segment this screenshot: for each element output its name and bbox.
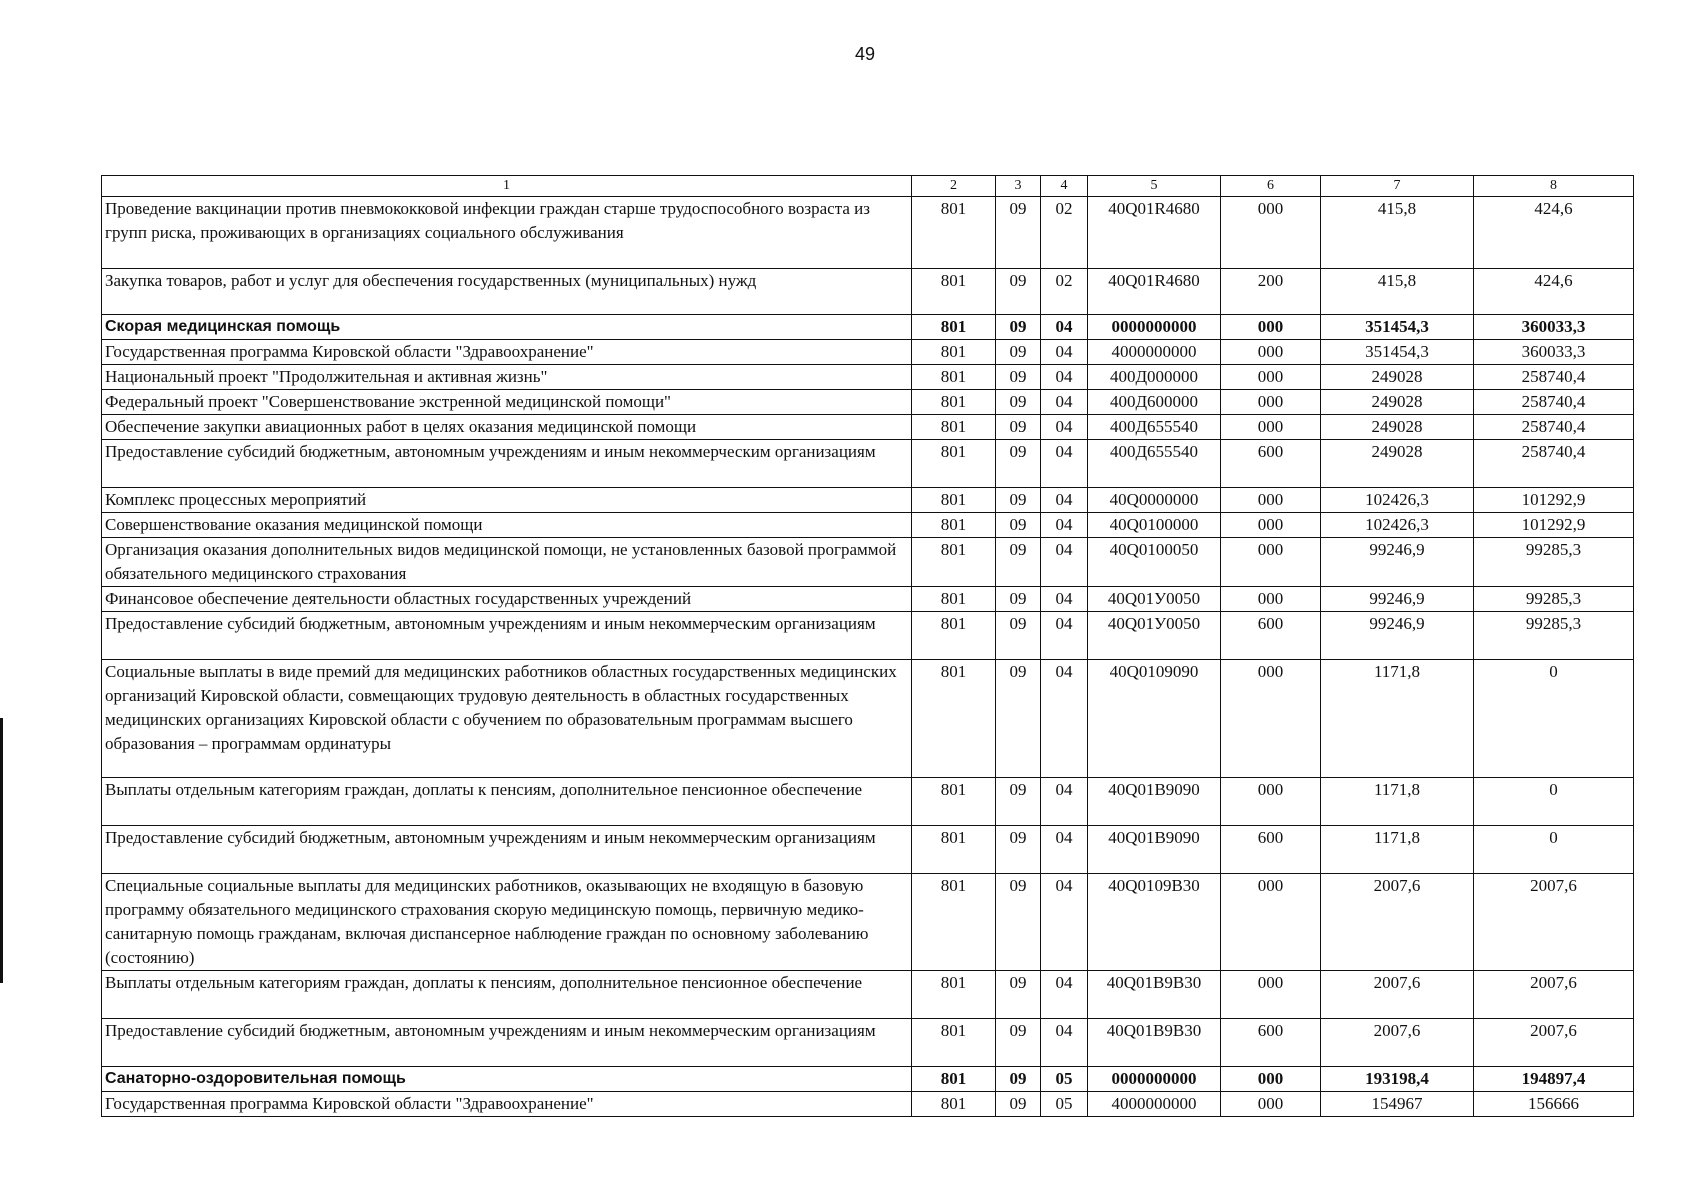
table-row xyxy=(102,612,1634,660)
row-col-5-cell: 40Q01У0050 xyxy=(1088,587,1221,612)
row-col-2-cell: 801 xyxy=(912,971,996,1019)
row-col-5-cell: 40Q01B9090 xyxy=(1088,826,1221,874)
row-col-2-cell: 801 xyxy=(912,1067,996,1092)
row-col-5-cell: 400Д655540 xyxy=(1088,440,1221,488)
row-col-3-cell: 09 xyxy=(996,365,1041,390)
row-name-cell: Организация оказания дополнительных видов медицинской помощи, не установленных базовой программой обязательного медицинского страхования xyxy=(102,538,912,587)
row-col-4-cell: 04 xyxy=(1041,390,1088,415)
row-col-8-cell: 99285,3 xyxy=(1474,612,1634,660)
row-col-3-cell: 09 xyxy=(996,1019,1041,1067)
row-col-4-cell: 04 xyxy=(1041,315,1088,340)
row-col-6-cell: 000 xyxy=(1221,340,1321,365)
row-col-8-cell: 424,6 xyxy=(1474,197,1634,269)
row-col-7-cell: 415,8 xyxy=(1321,269,1474,315)
row-col-2-cell: 801 xyxy=(912,660,996,778)
table-row xyxy=(102,340,1634,365)
row-name-cell: Финансовое обеспечение деятельности областных государственных учреждений xyxy=(102,587,912,612)
table-body xyxy=(102,197,1634,1117)
row-col-7-cell: 99246,9 xyxy=(1321,538,1474,587)
table-header xyxy=(102,176,1634,197)
row-name-cell: Совершенствование оказания медицинской помощи xyxy=(102,513,912,538)
row-col-6-cell: 000 xyxy=(1221,660,1321,778)
row-col-3-cell: 09 xyxy=(996,612,1041,660)
table-row xyxy=(102,440,1634,488)
row-col-8-cell: 194897,4 xyxy=(1474,1067,1634,1092)
row-col-8-cell: 258740,4 xyxy=(1474,390,1634,415)
table-row xyxy=(102,513,1634,538)
row-name-cell: Социальные выплаты в виде премий для медицинских работников областных государственных медицинских организаций Кировской области, совмещающих трудовую деятельность в областных государственных медицинских организациях Кировской области с обучением по образовательным программам высшего образования – программам ординатуры xyxy=(102,660,912,778)
row-col-6-cell: 000 xyxy=(1221,587,1321,612)
row-name-cell: Предоставление субсидий бюджетным, автономным учреждениям и иным некоммерческим организациям xyxy=(102,440,912,488)
row-col-3-cell: 09 xyxy=(996,1067,1041,1092)
row-col-8-cell: 101292,9 xyxy=(1474,513,1634,538)
row-col-8-cell: 258740,4 xyxy=(1474,415,1634,440)
row-col-6-cell: 600 xyxy=(1221,612,1321,660)
table-row xyxy=(102,826,1634,874)
row-col-6-cell: 000 xyxy=(1221,971,1321,1019)
row-col-8-cell: 2007,6 xyxy=(1474,971,1634,1019)
row-col-3-cell: 09 xyxy=(996,440,1041,488)
header-col-4: 4 xyxy=(1041,176,1088,197)
header-col-7: 7 xyxy=(1321,176,1474,197)
row-col-6-cell: 000 xyxy=(1221,415,1321,440)
row-col-3-cell: 09 xyxy=(996,488,1041,513)
table-row xyxy=(102,365,1634,390)
row-name-cell: Специальные социальные выплаты для медицинских работников, оказывающих не входящую в базовую программу обязательного медицинского страхования скорую медицинскую помощь, первичную медико-санитарную помощь гражданам, включая диспансерное наблюдение граждан по основному заболеванию (состоянию) xyxy=(102,874,912,971)
row-col-5-cell: 40Q0100050 xyxy=(1088,538,1221,587)
row-col-5-cell: 4000000000 xyxy=(1088,1092,1221,1117)
header-row xyxy=(102,176,1634,197)
row-col-4-cell: 02 xyxy=(1041,197,1088,269)
header-col-2: 2 xyxy=(912,176,996,197)
row-col-5-cell: 0000000000 xyxy=(1088,1067,1221,1092)
row-col-3-cell: 09 xyxy=(996,513,1041,538)
row-name-cell: Проведение вакцинации против пневмококковой инфекции граждан старше трудоспособного возраста из групп риска, проживающих в организациях социального обслуживания xyxy=(102,197,912,269)
row-name-cell: Комплекс процессных мероприятий xyxy=(102,488,912,513)
table-row xyxy=(102,390,1634,415)
row-col-7-cell: 99246,9 xyxy=(1321,612,1474,660)
row-col-3-cell: 09 xyxy=(996,340,1041,365)
row-col-4-cell: 04 xyxy=(1041,874,1088,971)
row-col-6-cell: 000 xyxy=(1221,1092,1321,1117)
row-col-6-cell: 600 xyxy=(1221,440,1321,488)
table-row xyxy=(102,971,1634,1019)
row-col-5-cell: 40Q01R4680 xyxy=(1088,269,1221,315)
row-col-5-cell: 400Д000000 xyxy=(1088,365,1221,390)
row-col-6-cell: 000 xyxy=(1221,1067,1321,1092)
row-col-6-cell: 600 xyxy=(1221,826,1321,874)
row-col-6-cell: 000 xyxy=(1221,365,1321,390)
row-col-4-cell: 04 xyxy=(1041,587,1088,612)
row-col-8-cell: 2007,6 xyxy=(1474,1019,1634,1067)
row-col-3-cell: 09 xyxy=(996,1092,1041,1117)
row-col-7-cell: 2007,6 xyxy=(1321,874,1474,971)
row-col-8-cell: 156666 xyxy=(1474,1092,1634,1117)
row-col-7-cell: 99246,9 xyxy=(1321,587,1474,612)
row-col-7-cell: 249028 xyxy=(1321,390,1474,415)
row-col-4-cell: 04 xyxy=(1041,826,1088,874)
row-col-6-cell: 000 xyxy=(1221,197,1321,269)
row-col-4-cell: 04 xyxy=(1041,440,1088,488)
row-col-8-cell: 258740,4 xyxy=(1474,365,1634,390)
row-col-2-cell: 801 xyxy=(912,538,996,587)
row-col-6-cell: 200 xyxy=(1221,269,1321,315)
row-col-2-cell: 801 xyxy=(912,488,996,513)
row-name-cell: Закупка товаров, работ и услуг для обеспечения государственных (муниципальных) нужд xyxy=(102,269,912,315)
row-name-cell: Государственная программа Кировской области "Здравоохранение" xyxy=(102,340,912,365)
row-col-6-cell: 000 xyxy=(1221,315,1321,340)
row-col-8-cell: 0 xyxy=(1474,660,1634,778)
row-col-7-cell: 1171,8 xyxy=(1321,660,1474,778)
row-col-4-cell: 04 xyxy=(1041,365,1088,390)
row-col-4-cell: 04 xyxy=(1041,660,1088,778)
table-row xyxy=(102,1067,1634,1092)
row-col-3-cell: 09 xyxy=(996,269,1041,315)
row-col-3-cell: 09 xyxy=(996,587,1041,612)
row-col-2-cell: 801 xyxy=(912,390,996,415)
row-col-7-cell: 415,8 xyxy=(1321,197,1474,269)
row-col-2-cell: 801 xyxy=(912,612,996,660)
header-col-3: 3 xyxy=(996,176,1041,197)
row-name-cell: Санаторно-оздоровительная помощь xyxy=(102,1067,912,1092)
row-col-8-cell: 101292,9 xyxy=(1474,488,1634,513)
table-row xyxy=(102,1019,1634,1067)
row-col-7-cell: 351454,3 xyxy=(1321,340,1474,365)
row-col-4-cell: 05 xyxy=(1041,1067,1088,1092)
row-col-7-cell: 102426,3 xyxy=(1321,513,1474,538)
table-row xyxy=(102,315,1634,340)
row-col-4-cell: 05 xyxy=(1041,1092,1088,1117)
row-col-4-cell: 04 xyxy=(1041,340,1088,365)
row-col-2-cell: 801 xyxy=(912,440,996,488)
row-col-4-cell: 04 xyxy=(1041,612,1088,660)
row-col-7-cell: 1171,8 xyxy=(1321,826,1474,874)
row-col-6-cell: 000 xyxy=(1221,390,1321,415)
row-col-3-cell: 09 xyxy=(996,971,1041,1019)
table-row xyxy=(102,587,1634,612)
row-col-5-cell: 0000000000 xyxy=(1088,315,1221,340)
row-name-cell: Скорая медицинская помощь xyxy=(102,315,912,340)
row-col-6-cell: 000 xyxy=(1221,513,1321,538)
row-name-cell: Предоставление субсидий бюджетным, автономным учреждениям и иным некоммерческим организациям xyxy=(102,1019,912,1067)
row-col-7-cell: 193198,4 xyxy=(1321,1067,1474,1092)
row-col-2-cell: 801 xyxy=(912,340,996,365)
row-col-5-cell: 40Q01B9B30 xyxy=(1088,971,1221,1019)
row-col-4-cell: 04 xyxy=(1041,488,1088,513)
row-col-5-cell: 40Q0000000 xyxy=(1088,488,1221,513)
row-name-cell: Государственная программа Кировской области "Здравоохранение" xyxy=(102,1092,912,1117)
row-col-3-cell: 09 xyxy=(996,197,1041,269)
row-col-3-cell: 09 xyxy=(996,390,1041,415)
row-col-6-cell: 000 xyxy=(1221,778,1321,826)
row-col-2-cell: 801 xyxy=(912,365,996,390)
row-col-2-cell: 801 xyxy=(912,1092,996,1117)
row-col-5-cell: 40Q0100000 xyxy=(1088,513,1221,538)
table-row xyxy=(102,269,1634,315)
row-col-3-cell: 09 xyxy=(996,778,1041,826)
table-row xyxy=(102,1092,1634,1117)
row-col-8-cell: 0 xyxy=(1474,826,1634,874)
table-row xyxy=(102,197,1634,269)
header-col-8: 8 xyxy=(1474,176,1634,197)
row-col-6-cell: 600 xyxy=(1221,1019,1321,1067)
row-name-cell: Предоставление субсидий бюджетным, автономным учреждениям и иным некоммерческим организациям xyxy=(102,612,912,660)
table-row xyxy=(102,415,1634,440)
row-col-3-cell: 09 xyxy=(996,660,1041,778)
row-col-7-cell: 2007,6 xyxy=(1321,971,1474,1019)
row-col-8-cell: 360033,3 xyxy=(1474,315,1634,340)
row-col-5-cell: 40Q01R4680 xyxy=(1088,197,1221,269)
row-col-7-cell: 2007,6 xyxy=(1321,1019,1474,1067)
table-row xyxy=(102,660,1634,778)
page-number: 49 xyxy=(854,44,876,64)
row-name-cell: Предоставление субсидий бюджетным, автономным учреждениям и иным некоммерческим организациям xyxy=(102,826,912,874)
header-col-1: 1 xyxy=(102,176,912,197)
row-col-2-cell: 801 xyxy=(912,874,996,971)
row-col-5-cell: 40Q0109B30 xyxy=(1088,874,1221,971)
row-col-3-cell: 09 xyxy=(996,874,1041,971)
row-col-6-cell: 000 xyxy=(1221,538,1321,587)
row-name-cell: Выплаты отдельным категориям граждан, доплаты к пенсиям, дополнительное пенсионное обеспечение xyxy=(102,971,912,1019)
row-col-2-cell: 801 xyxy=(912,315,996,340)
row-col-8-cell: 99285,3 xyxy=(1474,587,1634,612)
row-col-2-cell: 801 xyxy=(912,587,996,612)
row-col-7-cell: 351454,3 xyxy=(1321,315,1474,340)
row-col-4-cell: 04 xyxy=(1041,778,1088,826)
row-col-7-cell: 249028 xyxy=(1321,440,1474,488)
row-col-3-cell: 09 xyxy=(996,538,1041,587)
row-col-6-cell: 000 xyxy=(1221,488,1321,513)
row-col-7-cell: 249028 xyxy=(1321,415,1474,440)
row-col-2-cell: 801 xyxy=(912,826,996,874)
row-col-8-cell: 2007,6 xyxy=(1474,874,1634,971)
row-col-5-cell: 40Q0109090 xyxy=(1088,660,1221,778)
table-row xyxy=(102,778,1634,826)
row-col-5-cell: 400Д655540 xyxy=(1088,415,1221,440)
row-col-4-cell: 04 xyxy=(1041,415,1088,440)
row-name-cell: Выплаты отдельным категориям граждан, доплаты к пенсиям, дополнительное пенсионное обеспечение xyxy=(102,778,912,826)
row-col-4-cell: 04 xyxy=(1041,1019,1088,1067)
row-col-4-cell: 04 xyxy=(1041,538,1088,587)
budget-table xyxy=(101,175,1634,1117)
row-col-2-cell: 801 xyxy=(912,415,996,440)
row-col-3-cell: 09 xyxy=(996,826,1041,874)
row-col-6-cell: 000 xyxy=(1221,874,1321,971)
row-col-7-cell: 249028 xyxy=(1321,365,1474,390)
row-col-8-cell: 99285,3 xyxy=(1474,538,1634,587)
table-row xyxy=(102,538,1634,587)
header-col-5: 5 xyxy=(1088,176,1221,197)
row-col-7-cell: 1171,8 xyxy=(1321,778,1474,826)
row-col-5-cell: 40Q01B9090 xyxy=(1088,778,1221,826)
scan-edge-mark xyxy=(0,718,3,983)
row-col-5-cell: 40Q01B9B30 xyxy=(1088,1019,1221,1067)
row-col-5-cell: 400Д600000 xyxy=(1088,390,1221,415)
row-name-cell: Обеспечение закупки авиационных работ в целях оказания медицинской помощи xyxy=(102,415,912,440)
row-col-3-cell: 09 xyxy=(996,415,1041,440)
row-col-2-cell: 801 xyxy=(912,197,996,269)
row-col-4-cell: 02 xyxy=(1041,269,1088,315)
row-col-2-cell: 801 xyxy=(912,513,996,538)
row-col-8-cell: 0 xyxy=(1474,778,1634,826)
row-col-3-cell: 09 xyxy=(996,315,1041,340)
row-col-2-cell: 801 xyxy=(912,778,996,826)
row-col-5-cell: 4000000000 xyxy=(1088,340,1221,365)
row-col-2-cell: 801 xyxy=(912,269,996,315)
row-col-2-cell: 801 xyxy=(912,1019,996,1067)
table-row xyxy=(102,488,1634,513)
row-col-4-cell: 04 xyxy=(1041,971,1088,1019)
row-col-4-cell: 04 xyxy=(1041,513,1088,538)
row-col-8-cell: 258740,4 xyxy=(1474,440,1634,488)
row-col-7-cell: 154967 xyxy=(1321,1092,1474,1117)
row-col-7-cell: 102426,3 xyxy=(1321,488,1474,513)
header-col-6: 6 xyxy=(1221,176,1321,197)
row-name-cell: Национальный проект "Продолжительная и активная жизнь" xyxy=(102,365,912,390)
table-row xyxy=(102,874,1634,971)
row-col-5-cell: 40Q01У0050 xyxy=(1088,612,1221,660)
row-col-8-cell: 360033,3 xyxy=(1474,340,1634,365)
row-name-cell: Федеральный проект "Совершенствование экстренной медицинской помощи" xyxy=(102,390,912,415)
row-col-8-cell: 424,6 xyxy=(1474,269,1634,315)
